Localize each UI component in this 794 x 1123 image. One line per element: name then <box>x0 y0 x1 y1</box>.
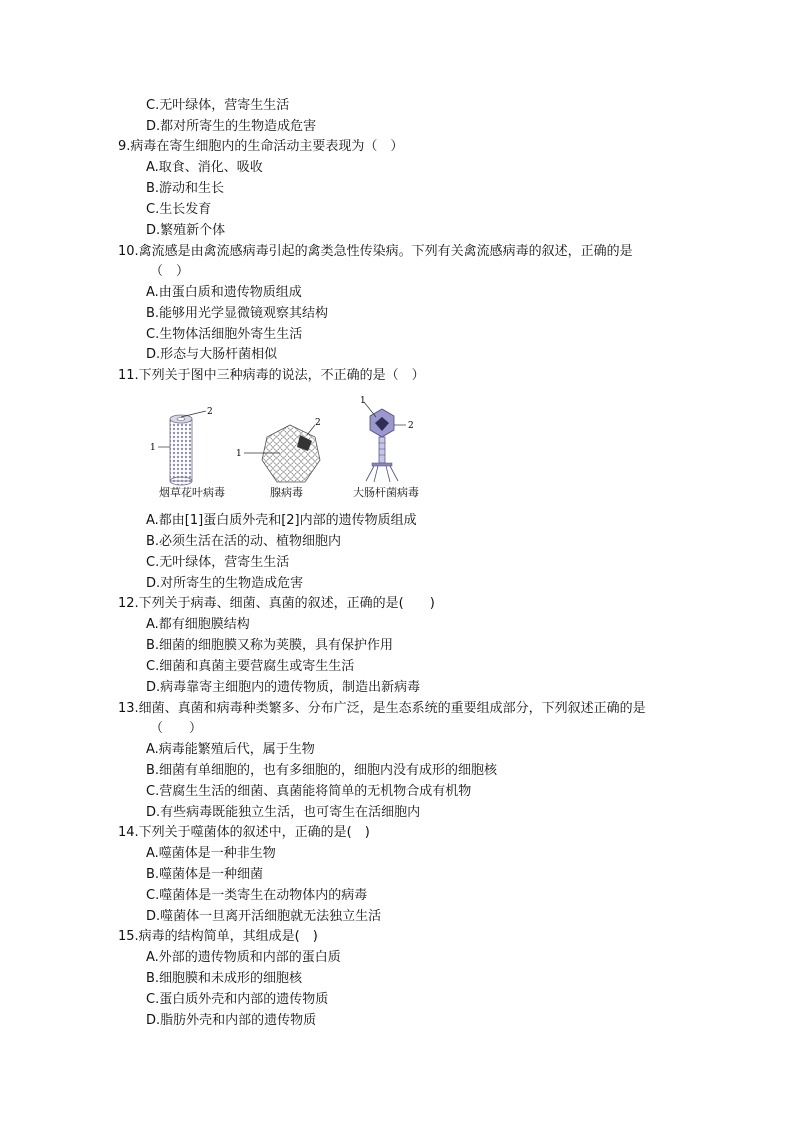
q10-stem: 10.禽流感是由禽流感病毒引起的禽类急性传染病。下列有关禽流感病毒的叙述，正确的是 <box>118 244 633 259</box>
virus-figure <box>140 395 440 505</box>
q12-stem: 12.下列关于病毒、细菌、真菌的叙述，正确的是( ) <box>118 596 435 611</box>
q13-stem-bracket: （ ） <box>150 721 203 736</box>
q13-option-d: D.有些病毒既能独立生活，也可寄生在活细胞内 <box>146 805 421 820</box>
q14-option-d: D.噬菌体一旦离开活细胞就无法独立生活 <box>146 909 382 924</box>
tmv-label-2: 2 <box>207 407 213 417</box>
q8-option-c: C.无叶绿体，营寄生生活 <box>146 98 290 113</box>
tmv-label-1: 1 <box>150 443 156 453</box>
q10-option-a: A.由蛋白质和遗传物质组成 <box>146 285 302 300</box>
adenovirus-label-1: 1 <box>236 449 242 459</box>
caption-adenovirus: 腺病毒 <box>270 486 303 499</box>
phage-label-1: 1 <box>360 396 366 406</box>
q13-option-c: C.营腐生生活的细菌、真菌能将简单的无机物合成有机物 <box>146 784 472 799</box>
q10-option-b: B.能够用光学显微镜观察其结构 <box>146 306 329 321</box>
q9-stem: 9.病毒在寄生细胞内的生命活动主要表现为（ ） <box>118 139 404 154</box>
q15-option-a: A.外部的遗传物质和内部的蛋白质 <box>146 950 341 965</box>
q14-stem: 14.下列关于噬菌体的叙述中，正确的是( ) <box>118 825 370 840</box>
q11-option-c: C.无叶绿体，营寄生生活 <box>146 555 290 570</box>
q8-option-d: D.都对所寄生的生物造成危害 <box>146 119 317 134</box>
q9-option-d: D.繁殖新个体 <box>146 223 226 238</box>
q14-option-a: A.噬菌体是一种非生物 <box>146 846 276 861</box>
q10-option-d: D.形态与大肠杆菌相似 <box>146 347 278 362</box>
adenovirus-label-2: 2 <box>315 418 321 428</box>
q15-stem: 15.病毒的结构简单，其组成是( ) <box>118 929 318 944</box>
q9-option-b: B.游动和生长 <box>146 181 225 196</box>
q12-option-d: D.病毒靠寄主细胞内的遗传物质，制造出新病毒 <box>146 680 421 695</box>
q13-stem: 13.细菌、真菌和病毒种类繁多、分布广泛，是生态系统的重要组成部分，下列叙述正确的是 <box>118 701 646 716</box>
q9-option-a: A.取食、消化、吸收 <box>146 160 263 175</box>
caption-tobacco-mosaic-virus: 烟草花叶病毒 <box>159 486 225 499</box>
q12-option-a: A.都有细胞膜结构 <box>146 617 250 632</box>
q15-option-d: D.脂肪外壳和内部的遗传物质 <box>146 1013 317 1028</box>
q14-option-b: B.噬菌体是一种细菌 <box>146 867 264 882</box>
adenovirus-drawing <box>244 425 320 482</box>
q10-stem-bracket: （ ） <box>150 264 190 279</box>
q14-option-c: C.噬菌体是一类寄生在动物体内的病毒 <box>146 888 368 903</box>
q15-option-b: B.细胞膜和未成形的细胞核 <box>146 971 303 986</box>
q11-option-d: D.对所寄生的生物造成危害 <box>146 576 304 591</box>
q10-option-c: C.生物体活细胞外寄生生活 <box>146 327 303 342</box>
q9-option-c: C.生长发育 <box>146 202 212 217</box>
q11-option-a: A.都由[1]蛋白质外壳和[2]内部的遗传物质组成 <box>146 513 417 528</box>
q11-option-b: B.必须生活在活的动、植物细胞内 <box>146 534 342 549</box>
tobacco-mosaic-virus-drawing <box>158 411 206 485</box>
q15-option-c: C.蛋白质外壳和内部的遗传物质 <box>146 992 329 1007</box>
bacteriophage-drawing <box>364 402 406 482</box>
q11-stem: 11.下列关于图中三种病毒的说法，不正确的是（ ） <box>118 368 425 383</box>
caption-bacteriophage: 大肠杆菌病毒 <box>353 486 419 499</box>
phage-label-2: 2 <box>408 421 414 431</box>
q13-option-b: B.细菌有单细胞的，也有多细胞的，细胞内没有成形的细胞核 <box>146 763 498 778</box>
q12-option-c: C.细菌和真菌主要营腐生或寄生生活 <box>146 659 355 674</box>
q13-option-a: A.病毒能繁殖后代，属于生物 <box>146 742 315 757</box>
q12-option-b: B.细菌的细胞膜又称为荚膜，具有保护作用 <box>146 638 394 653</box>
